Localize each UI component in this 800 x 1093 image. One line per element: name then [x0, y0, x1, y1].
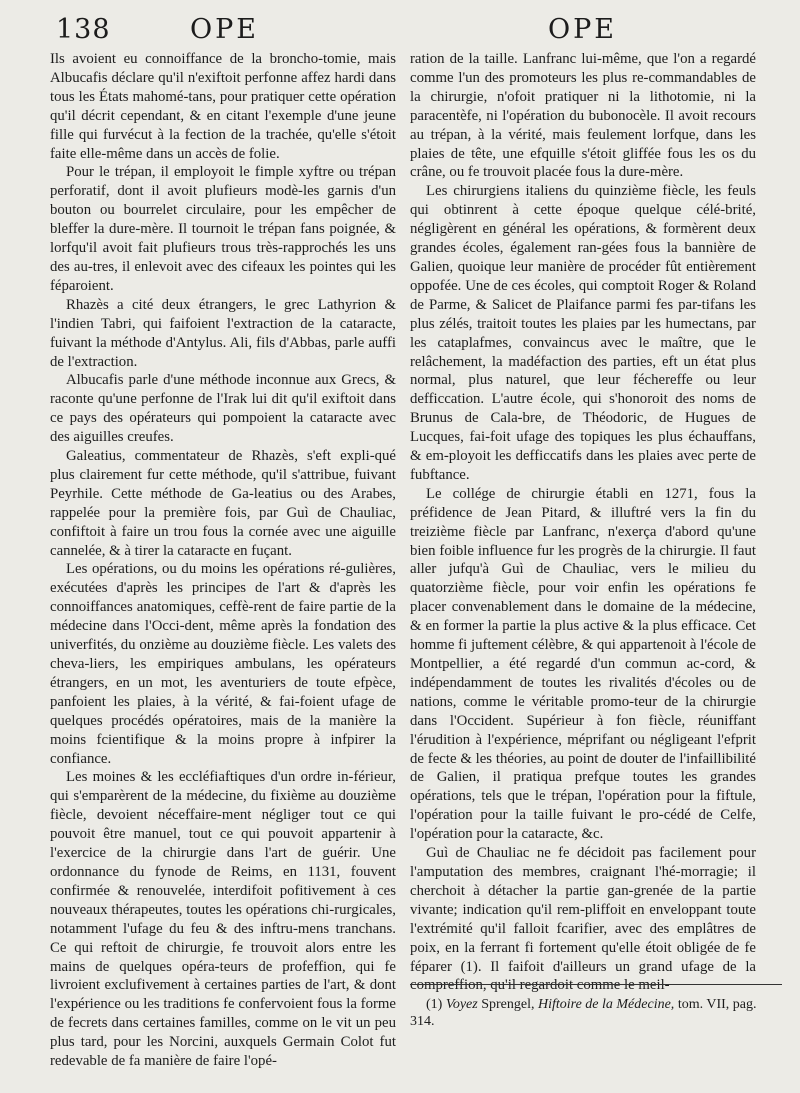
- paragraph: Les opérations, ou du moins les opérations ré-gulières, exécutées d'après les principes de l'art & d'après les connoiffances anatomiques, ceffè-rent de faire partie de la médecine dans l'Occi-dent, même après la fondation des univerfités, du onzième au douzième fiècle. Les valets des cheva-liers, les empiriques ambulans, les opérateurs étrangers, en un mot, les aventuriers de toute efpèce, panfoient les plaies, à la vérité, & fai-foient ufage de quelques procédés opératoires, mais de la manière la moins fcientifique & la moins propre à infpirer la confiance.: [50, 561, 396, 767]
- page-number: 138: [56, 14, 111, 45]
- paragraph: Galeatius, commentateur de Rhazès, s'eft expli-qué plus clairement fur cette méthode, qu'il s'attribue, fuivant Peyrhile. Cette méthode de Ga-leatius ou des Arabes, rappelée pour la première fois, par Guì de Chauliac, confiftoit à faire un trou fous la cornée avec une aiguille cannelée, & à tirer la cataracte en fuçant.: [50, 448, 396, 559]
- paragraph: Pour le trépan, il employoit le fimple xyftre ou trépan perforatif, dont il avoit plufieurs modè-les garnis d'un bouton ou bourrelet circulaire, pour les empêcher de bleffer la dure-mère. Il tournoit le trépan fans poignée, & lorfqu'il avoit fait plufieurs trous très-rapprochés les uns des au-tres, il enlevoit avec des cifeaux les pointes qui les féparoient.: [50, 164, 396, 294]
- paragraph: Albucafis parle d'une méthode inconnue aux Grecs, & raconte qu'une perfonne de l'Irak lui dit qu'il exiftoit dans ce pays des opérateurs qui pompoient la cataracte avec des aiguilles creufes.: [50, 372, 396, 446]
- paragraph: Guì de Chauliac ne fe décidoit pas facilement pour l'amputation des membres, craignant l'hé-morragie; il cherchoit à détacher la partie gan-grenée de la partie vivante; indication qu'il rem-pliffoit en enveloppant toute l'extrémité qu'il falloit fcarifier, avec des emplâtres de poix, en la ferrant fi fortement qu'elle étoit obligée de fe féparer (1). Il faifoit d'ailleurs un grand ufage de la compreffion, qu'il regardoit comme le meil-: [410, 845, 756, 994]
- running-head-left: OPE: [190, 14, 260, 45]
- footnote-rule: [410, 984, 782, 985]
- footnote-voyez: Voyez: [445, 997, 478, 1012]
- paragraph: Les moines & les eccléfiaftiques d'un ordre in-férieur, qui s'emparèrent de la médecine, du fixième au douzième fiècle, devoient néceffaire-ment négliger tout ce qui pouvoit être manuel, tout ce qui pouvoit appartenir à l'exercice de la chirurgie dans l'art de guérir. Une ordonnance du fynode de Reims, en 1131, fouvent confirmée & renouvelée, interdifoit pofitivement à ces nouveaux thérapeutes, toutes les opérations chi-rurgicales, notamment l'ufage du feu & des inftru-mens tranchans. Ce qui reftoit de chirurgie, fe trouvoit alors entre les mains de quelques opéra-teurs de profeffion, qui fe livroient exclufivement à certaines parties de l'art, & dont l'expérience ou les traditions fe confervoient fous la forme de fecrets dans certaines familles, comme on le vit un peu plus tard, pour les Norcini, auxquels Germain Colot fut redevable de fa manière de faire l'opé-: [50, 769, 396, 1070]
- paragraph: Ils avoient eu connoiffance de la broncho-tomie, mais Albucafis déclare qu'il n'exiftoit perfonne affez hardi dans tous les États mahomé-tans, pour pratiquer cette opération qu'il décrit cependant, & en citant l'exemple d'une jeune fille qui furvécut à la fection de la trachée, qu'elle s'étoit faite elle-même dans un accès de folie.: [50, 51, 396, 162]
- left-column: [50, 50, 396, 1071]
- right-column: [410, 50, 756, 995]
- footnote: [410, 996, 782, 1030]
- footnote-ref: tom. VII, pag. 314.: [410, 997, 757, 1029]
- footnote-marker: (1): [426, 997, 443, 1012]
- footnote-work: Hiftoire de la Médecine,: [537, 997, 675, 1012]
- running-head-right: OPE: [548, 14, 618, 45]
- paragraph: Les chirurgiens italiens du quinzième fiècle, les feuls qui obtinrent à cette époque quelque célé-brité, négligèrent en général les opérations, & formèrent deux grandes écoles, également ran-gées fous la bannière de Galien, quoique leur manière de procéder fût entièrement oppofée. Une de ces écoles, qui comptoit Roger & Roland de Parme, & Salicet de Plaifance parmi fes par-tifans les plus zélés, traitoit toutes les plaies par les humectans, par les cataplafmes, convaincus avec le maître, que le relâchement, la madéfaction des parties, eft un état plus normal, plus naturel, que leur féchereffe ou leur defficcation. L'autre école, qui s'honoroit des noms de Brunus de Cala-bre, de Théodoric, de Hugues de Lucques, fai-foit ufage des topiques les plus échauffans, & em-ployoit les defficcatifs dans les plaies avec perte de fubftance.: [410, 183, 756, 483]
- paragraph: Rhazès a cité deux étrangers, le grec Lathyrion & l'indien Tabri, qui faifoient l'extraction de la cataracte, fuivant la méthode d'Antylus. Ali, fils d'Abbas, parle auffi de l'extraction.: [50, 296, 396, 370]
- paragraph: Le collége de chirurgie établi en 1271, fous la préfidence de Jean Pitard, & illuftré vers la fin du treizième fiècle par Lanfranc, n'exerça d'abord qu'une bien foible influence fur les progrès de la chirurgie. Il faut aller jufqu'à Guì de Chauliac, vers le milieu du quatorzième fiècle, pour voir enfin les opérations fe placer convenablement dans le domaine de la médecine, & en former la partie la plus active & la plus efficace. Cet homme fi juftement célèbre, & qui appartenoit à l'école de Montpellier, a été regardé d'un commun ac-cord, & indépendamment de toutes les rivalités d'écoles ou de nations, comme le véritable promo-teur de la chirurgie dans l'Occident. Supérieur à fon fiècle, réuniffant l'érudition à l'expérience, méprifant ou négligeant l'efprit de fecte & les théories, au point de douter de l'infaillibilité de Galien, il pratiqua prefque toutes les grandes opérations, tels que le trépan, l'opération pour la fiftule, l'opération pour la taille fuivant le pro-cédé de Celfe, l'opération pour la cataracte, &c.: [410, 485, 756, 843]
- footnote-author: Sprengel,: [481, 997, 535, 1012]
- paragraph: ration de la taille. Lanfranc lui-même, que l'on a regardé comme l'un des promoteurs les plus re-commandables de la chirurgie, n'ofoit pratiquer ni la lithotomie, ni la paracentèfe, ni l'opération du bubonocèle. Il avoit recours au trépan, à la vérité, mais feulement lorfque, dans les plaies de tête, une efquille s'étoit gliffée fous les os du crâne, ou fe trouvoit placée fous la dure-mère.: [410, 51, 756, 181]
